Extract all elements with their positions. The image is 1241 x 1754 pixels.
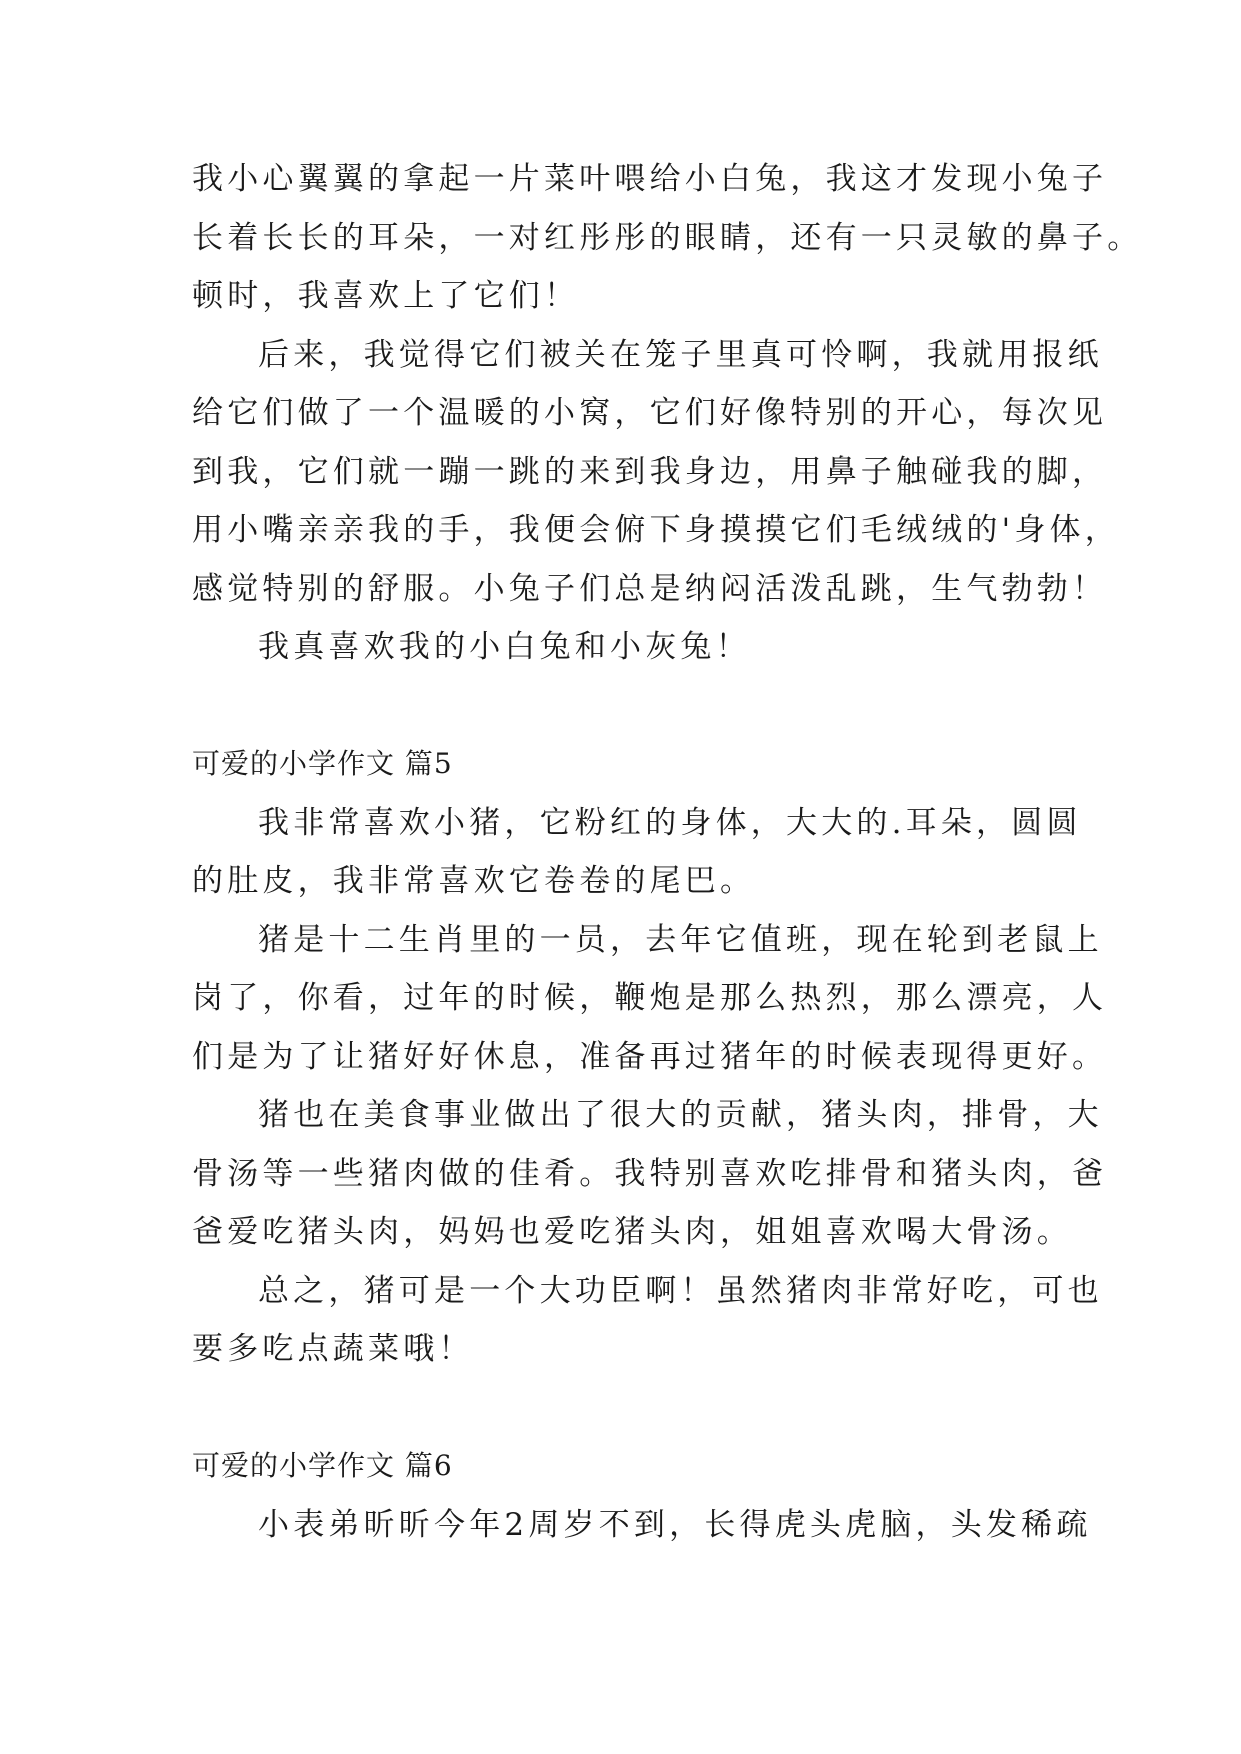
paragraph-rabbit-nest [192,326,1120,619]
text-line: 总之，猪可是一个大功臣啊！虽然猪肉非常好吃，可也 [258,1272,1103,1309]
text-line: 我非常喜欢小猪，它粉红的身体，大大的.耳朵，圆圆 [258,804,1082,841]
paragraph-pig-food [192,1086,1108,1262]
text-line: 用小嘴亲亲我的手，我便会俯下身摸摸它们毛绒绒的'身体， [192,512,1120,548]
text-line: 小表弟昕昕今年2周岁不到，长得虎头虎脑，头发稀疏 [258,1506,1092,1543]
text-line: 猪也在美食事业做出了很大的贡献，猪头肉，排骨，大 [258,1097,1103,1133]
text-line: 后来，我觉得它们被关在笼子里真可怜啊，我就用报纸 [258,336,1103,373]
text-line: 要多吃点蔬菜哦！ [192,1331,474,1367]
text-line: 我真喜欢我的小白兔和小灰兔！ [258,629,751,665]
text-line: 岗了，你看，过年的时候，鞭炮是那么热烈，那么漂亮，人 [192,980,1108,1016]
text-line: 给它们做了一个温暖的小窝，它们好像特别的开心，每次见 [192,395,1108,431]
section-heading-5: 可爱的小学作文 篇5 [192,747,453,780]
paragraph-rabbit-feeding [192,150,1143,326]
section-gap [192,1379,1072,1438]
text-line: 长着长长的耳朵，一对红彤彤的眼睛，还有一只灵敏的鼻子。 [192,219,1143,256]
paragraph-pig-intro [192,794,1082,911]
paragraph-pig-zodiac [192,911,1108,1087]
section-heading-6: 可爱的小学作文 篇6 [192,1449,453,1482]
text-line: 感觉特别的舒服。小兔子们总是纳闷活泼乱跳，生气勃勃！ [192,570,1108,607]
section-gap [192,677,1072,736]
text-line: 到我，它们就一蹦一跳的来到我身边，用鼻子触碰我的脚， [192,453,1108,490]
paragraph-cousin-intro [192,1496,1092,1555]
paragraph-rabbit-conclusion [192,618,1072,677]
text-line: 我小心翼翼的拿起一片菜叶喂给小白兔，我这才发现小兔子 [192,161,1108,197]
text-line: 们是为了让猪好好休息，准备再过猪年的时候表现得更好。 [192,1038,1108,1075]
text-line: 骨汤等一些猪肉做的佳肴。我特别喜欢吃排骨和猪头肉，爸 [192,1155,1108,1192]
text-line: 爸爱吃猪头肉，妈妈也爱吃猪头肉，姐姐喜欢喝大骨汤。 [192,1214,1072,1250]
text-line: 猪是十二生肖里的一员，去年它值班，现在轮到老鼠上 [258,921,1103,958]
text-line: 顿时，我喜欢上了它们！ [192,278,580,314]
text-line: 的肚皮，我非常喜欢它卷卷的尾巴。 [192,863,756,899]
document-page [192,150,1143,1554]
paragraph-pig-conclusion [192,1262,1103,1379]
